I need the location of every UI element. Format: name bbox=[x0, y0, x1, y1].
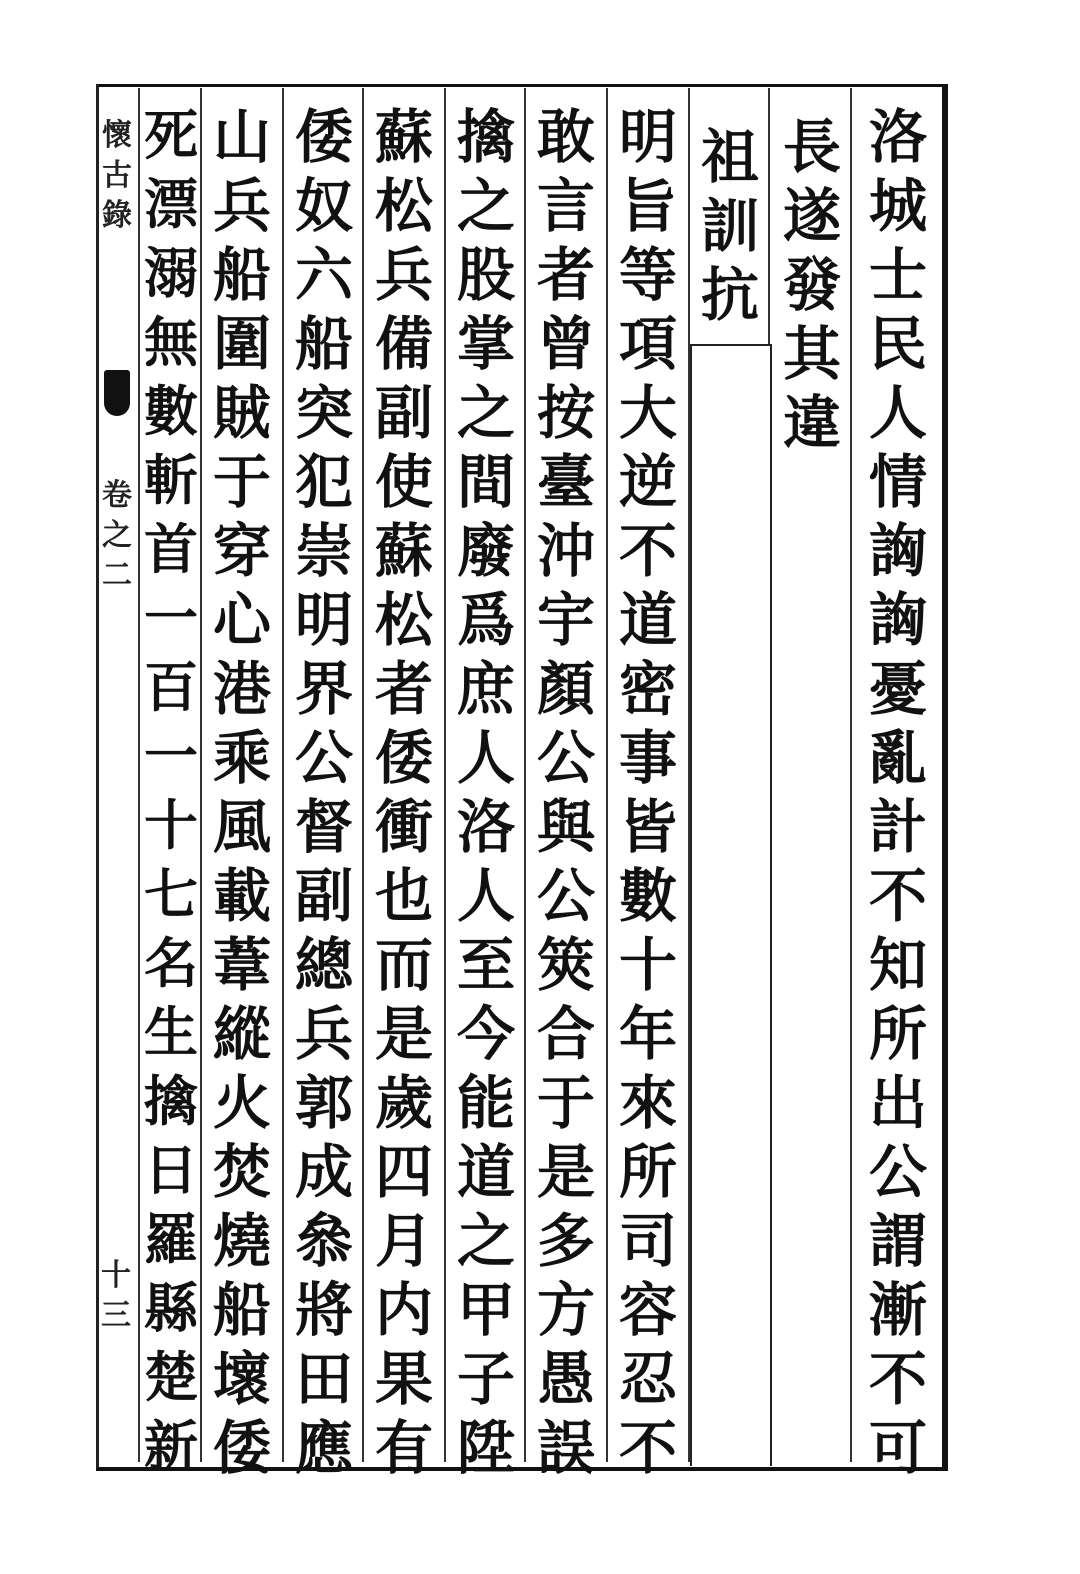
character: 計 bbox=[868, 793, 927, 861]
character: 六 bbox=[294, 241, 353, 309]
character: 兵 bbox=[294, 1000, 353, 1068]
character: 果 bbox=[374, 1345, 433, 1413]
text-column-1 bbox=[860, 103, 936, 1488]
character: 容 bbox=[618, 1276, 677, 1344]
character: 公 bbox=[536, 862, 595, 930]
character: 之 bbox=[456, 1207, 515, 1275]
margin-character: 十 bbox=[101, 1258, 131, 1293]
character: 成 bbox=[294, 1138, 353, 1206]
character: 司 bbox=[618, 1207, 677, 1275]
character: 衝 bbox=[374, 793, 433, 861]
character: 是 bbox=[374, 1000, 433, 1068]
character: 漂 bbox=[144, 172, 198, 236]
character: 載 bbox=[212, 862, 271, 930]
character: 詾 bbox=[868, 586, 927, 654]
column-rule bbox=[362, 88, 364, 1462]
character: 逆 bbox=[618, 448, 677, 516]
character: 詾 bbox=[868, 517, 927, 585]
character: 縣 bbox=[144, 1276, 198, 1340]
character: 穿 bbox=[212, 517, 271, 585]
character: 賊 bbox=[212, 379, 271, 447]
character: 公 bbox=[294, 724, 353, 792]
margin-character: 之 bbox=[102, 518, 132, 553]
character: 叅 bbox=[294, 1207, 353, 1275]
character: 不 bbox=[618, 1414, 677, 1482]
margin-character: 二 bbox=[102, 558, 132, 593]
character: 兵 bbox=[374, 241, 433, 309]
character: 公 bbox=[868, 1138, 927, 1206]
character: 憂 bbox=[868, 655, 927, 723]
character: 出 bbox=[868, 1069, 927, 1137]
character: 人 bbox=[868, 379, 927, 447]
character: 蘇 bbox=[374, 103, 433, 171]
character: 葦 bbox=[212, 931, 271, 999]
character: 乘 bbox=[212, 724, 271, 792]
text-column-8 bbox=[286, 103, 362, 1488]
character: 宇 bbox=[536, 586, 595, 654]
character: 知 bbox=[868, 931, 927, 999]
character: 一 bbox=[144, 724, 198, 788]
character: 田 bbox=[294, 1345, 353, 1413]
character: 祖 bbox=[700, 123, 759, 191]
character: 擒 bbox=[456, 103, 515, 171]
text-column-2 bbox=[774, 113, 850, 463]
margin-character: 三 bbox=[101, 1298, 131, 1333]
character: 密 bbox=[618, 655, 677, 723]
character: 是 bbox=[536, 1138, 595, 1206]
character: 可 bbox=[868, 1414, 927, 1482]
character: 山 bbox=[212, 103, 271, 171]
character: 于 bbox=[212, 448, 271, 516]
margin-character: 古 bbox=[102, 158, 132, 193]
character: 將 bbox=[294, 1276, 353, 1344]
character: 洛 bbox=[868, 103, 927, 171]
character: 松 bbox=[374, 172, 433, 240]
character: 按 bbox=[536, 379, 595, 447]
character: 臺 bbox=[536, 448, 595, 516]
character: 道 bbox=[618, 586, 677, 654]
character: 風 bbox=[212, 793, 271, 861]
character: 長 bbox=[782, 113, 841, 181]
character: 四 bbox=[374, 1138, 433, 1206]
character: 明 bbox=[618, 103, 677, 171]
character: 名 bbox=[144, 931, 198, 995]
character: 陞 bbox=[456, 1414, 515, 1482]
fish-tail-mark bbox=[104, 370, 130, 416]
character: 焚 bbox=[212, 1138, 271, 1206]
character: 蘇 bbox=[374, 517, 433, 585]
character: 者 bbox=[536, 241, 595, 309]
margin-volume bbox=[100, 470, 134, 593]
character: 新 bbox=[144, 1414, 198, 1478]
column-rule bbox=[606, 88, 608, 1462]
character: 方 bbox=[536, 1276, 595, 1344]
character: 者 bbox=[374, 655, 433, 723]
character: 掌 bbox=[456, 310, 515, 378]
character: 備 bbox=[374, 310, 433, 378]
character: 人 bbox=[456, 862, 515, 930]
character: 船 bbox=[212, 241, 271, 309]
character: 等 bbox=[618, 241, 677, 309]
character: 年 bbox=[618, 1000, 677, 1068]
column-rule bbox=[444, 88, 446, 1462]
column-rule bbox=[524, 88, 526, 1462]
character: 訓 bbox=[700, 192, 759, 260]
character: 所 bbox=[868, 1000, 927, 1068]
character: 歲 bbox=[374, 1069, 433, 1137]
character: 皆 bbox=[618, 793, 677, 861]
character: 界 bbox=[294, 655, 353, 723]
character: 擒 bbox=[144, 1069, 198, 1133]
character: 首 bbox=[144, 517, 198, 581]
character: 于 bbox=[536, 1069, 595, 1137]
text-column-4 bbox=[610, 103, 686, 1488]
blank-slip bbox=[690, 344, 772, 1466]
character: 來 bbox=[618, 1069, 677, 1137]
character: 船 bbox=[212, 1276, 271, 1344]
character: 壞 bbox=[212, 1345, 271, 1413]
margin-character: 卷 bbox=[102, 478, 132, 513]
text-column-6 bbox=[448, 103, 524, 1488]
character: 十 bbox=[618, 931, 677, 999]
margin-character: 懷 bbox=[102, 118, 132, 153]
character: 明 bbox=[294, 586, 353, 654]
character: 抗 bbox=[700, 261, 759, 329]
character: 違 bbox=[782, 389, 841, 457]
text-column-10 bbox=[140, 103, 202, 1488]
character: 羅 bbox=[144, 1207, 198, 1271]
character: 所 bbox=[618, 1138, 677, 1206]
character: 敢 bbox=[536, 103, 595, 171]
character: 合 bbox=[536, 1000, 595, 1068]
character: 亂 bbox=[868, 724, 927, 792]
text-column-3 bbox=[692, 123, 768, 335]
character: 船 bbox=[294, 310, 353, 378]
character: 死 bbox=[144, 103, 198, 167]
character: 士 bbox=[868, 241, 927, 309]
character: 情 bbox=[868, 448, 927, 516]
character: 人 bbox=[456, 724, 515, 792]
character: 使 bbox=[374, 448, 433, 516]
character: 道 bbox=[456, 1138, 515, 1206]
character: 崇 bbox=[294, 517, 353, 585]
character: 七 bbox=[144, 862, 198, 926]
character: 言 bbox=[536, 172, 595, 240]
character: 漸 bbox=[868, 1276, 927, 1344]
character: 倭 bbox=[374, 724, 433, 792]
character: 不 bbox=[868, 1345, 927, 1413]
text-column-5 bbox=[528, 103, 604, 1488]
character: 總 bbox=[294, 931, 353, 999]
column-rule bbox=[850, 88, 852, 1462]
character: 副 bbox=[374, 379, 433, 447]
character: 公 bbox=[536, 724, 595, 792]
character: 旨 bbox=[618, 172, 677, 240]
character: 今 bbox=[456, 1000, 515, 1068]
character: 庶 bbox=[456, 655, 515, 723]
character: 誤 bbox=[536, 1414, 595, 1482]
character: 之 bbox=[456, 379, 515, 447]
character: 火 bbox=[212, 1069, 271, 1137]
character: 之 bbox=[456, 172, 515, 240]
margin-character: 錄 bbox=[102, 198, 132, 233]
character: 曾 bbox=[536, 310, 595, 378]
character: 民 bbox=[868, 310, 927, 378]
character: 督 bbox=[294, 793, 353, 861]
character: 至 bbox=[456, 931, 515, 999]
character: 甲 bbox=[456, 1276, 515, 1344]
character: 無 bbox=[144, 310, 198, 374]
character: 不 bbox=[618, 517, 677, 585]
character: 子 bbox=[456, 1345, 515, 1413]
character: 犯 bbox=[294, 448, 353, 516]
character: 其 bbox=[782, 320, 841, 388]
character: 多 bbox=[536, 1207, 595, 1275]
character: 奴 bbox=[294, 172, 353, 240]
character: 謂 bbox=[868, 1207, 927, 1275]
character: 縱 bbox=[212, 1000, 271, 1068]
column-rule bbox=[282, 88, 284, 1462]
character: 間 bbox=[456, 448, 515, 516]
character: 月 bbox=[374, 1207, 433, 1275]
character: 洛 bbox=[456, 793, 515, 861]
character: 心 bbox=[212, 586, 271, 654]
character: 百 bbox=[144, 655, 198, 719]
character: 生 bbox=[144, 1000, 198, 1064]
character: 兵 bbox=[212, 172, 271, 240]
character: 倭 bbox=[212, 1414, 271, 1482]
character: 也 bbox=[374, 862, 433, 930]
character: 數 bbox=[618, 862, 677, 930]
character: 遂 bbox=[782, 182, 841, 250]
character: 松 bbox=[374, 586, 433, 654]
character: 與 bbox=[536, 793, 595, 861]
character: 愚 bbox=[536, 1345, 595, 1413]
character: 溺 bbox=[144, 241, 198, 305]
character: 爲 bbox=[456, 586, 515, 654]
character: 事 bbox=[618, 724, 677, 792]
text-column-9 bbox=[204, 103, 280, 1488]
character: 郭 bbox=[294, 1069, 353, 1137]
character: 沖 bbox=[536, 517, 595, 585]
folio-number bbox=[98, 1250, 134, 1333]
character: 港 bbox=[212, 655, 271, 723]
character: 楚 bbox=[144, 1345, 198, 1409]
character: 不 bbox=[868, 862, 927, 930]
character: 副 bbox=[294, 862, 353, 930]
character: 有 bbox=[374, 1414, 433, 1482]
character: 圍 bbox=[212, 310, 271, 378]
character: 顏 bbox=[536, 655, 595, 723]
character: 大 bbox=[618, 379, 677, 447]
character: 一 bbox=[144, 586, 198, 650]
character: 城 bbox=[868, 172, 927, 240]
character: 項 bbox=[618, 310, 677, 378]
character: 數 bbox=[144, 379, 198, 443]
character: 筴 bbox=[536, 931, 595, 999]
character: 忍 bbox=[618, 1345, 677, 1413]
margin-title bbox=[100, 110, 134, 233]
character: 十 bbox=[144, 793, 198, 857]
character: 股 bbox=[456, 241, 515, 309]
text-column-7 bbox=[366, 103, 442, 1488]
character: 而 bbox=[374, 931, 433, 999]
character: 能 bbox=[456, 1069, 515, 1137]
character: 斬 bbox=[144, 448, 198, 512]
character: 燒 bbox=[212, 1207, 271, 1275]
character: 日 bbox=[144, 1138, 198, 1202]
character: 倭 bbox=[294, 103, 353, 171]
character: 應 bbox=[294, 1414, 353, 1482]
character: 突 bbox=[294, 379, 353, 447]
character: 廢 bbox=[456, 517, 515, 585]
character: 發 bbox=[782, 251, 841, 319]
character: 内 bbox=[374, 1276, 433, 1344]
